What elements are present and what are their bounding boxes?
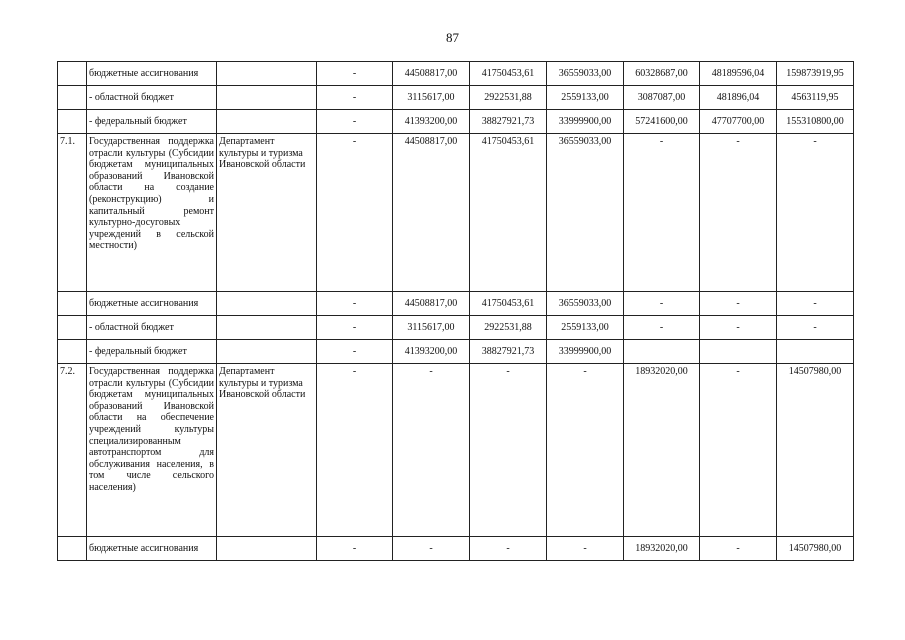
cell-value: - [700, 537, 777, 561]
table-body [58, 62, 854, 561]
cell-value: 38827921,73 [470, 110, 547, 134]
row-number [58, 537, 87, 561]
cell-value [700, 340, 777, 364]
cell-value: 44508817,00 [393, 62, 470, 86]
cell-value: 41750453,61 [470, 292, 547, 316]
cell-value: - [700, 316, 777, 340]
cell-value: 481896,04 [700, 86, 777, 110]
row-number [58, 62, 87, 86]
row-executor [217, 110, 317, 134]
cell-value: - [393, 364, 470, 537]
cell-value: 3115617,00 [393, 316, 470, 340]
cell-value: 48189596,04 [700, 62, 777, 86]
row-name: - областной бюджет [87, 86, 217, 110]
cell-value: - [317, 110, 393, 134]
cell-value: - [470, 364, 547, 537]
cell-value: - [317, 86, 393, 110]
row-number [58, 340, 87, 364]
cell-value [777, 340, 854, 364]
cell-value: 41393200,00 [393, 340, 470, 364]
table-row [58, 110, 854, 134]
row-number [58, 316, 87, 340]
cell-value: 44508817,00 [393, 134, 470, 292]
budget-table [57, 61, 854, 561]
cell-value: 36559033,00 [547, 62, 624, 86]
row-executor [217, 86, 317, 110]
row-executor: Департамент культуры и туризма Ивановской области [217, 134, 317, 292]
cell-value: - [317, 364, 393, 537]
table-row [58, 292, 854, 316]
cell-value: 38827921,73 [470, 340, 547, 364]
table-row [58, 62, 854, 86]
row-name: - федеральный бюджет [87, 110, 217, 134]
cell-value: - [624, 292, 700, 316]
table-row [58, 86, 854, 110]
cell-value: - [317, 316, 393, 340]
cell-value: 47707700,00 [700, 110, 777, 134]
cell-value: 2922531,88 [470, 86, 547, 110]
cell-value: - [547, 537, 624, 561]
cell-value: 2922531,88 [470, 316, 547, 340]
cell-value: 18932020,00 [624, 364, 700, 537]
cell-value: - [624, 134, 700, 292]
cell-value: - [317, 340, 393, 364]
cell-value: - [470, 537, 547, 561]
cell-value: 14507980,00 [777, 537, 854, 561]
cell-value: 33999900,00 [547, 110, 624, 134]
cell-value: 2559133,00 [547, 86, 624, 110]
row-name: бюджетные ассигнования [87, 62, 217, 86]
cell-value: 3087087,00 [624, 86, 700, 110]
row-executor [217, 62, 317, 86]
cell-value: - [317, 292, 393, 316]
row-executor [217, 316, 317, 340]
row-name: Государственная поддержка отрасли культуры (Субсидии бюджетам муниципальных образований Ивановской области на обеспечение учреждений культуры специализированным автотранспортом для обслуживания населения, в том числе сельского населения) [87, 364, 217, 537]
cell-value: 60328687,00 [624, 62, 700, 86]
cell-value: 36559033,00 [547, 292, 624, 316]
cell-value: - [317, 134, 393, 292]
cell-value: - [624, 316, 700, 340]
cell-value: 18932020,00 [624, 537, 700, 561]
cell-value: - [700, 292, 777, 316]
row-name: Государственная поддержка отрасли культуры (Субсидии бюджетам муниципальных образований Ивановской области на создание (реконструкцию) и капитальный ремонт культурно-досуговых учреждений в сельской местности) [87, 134, 217, 292]
cell-value: 36559033,00 [547, 134, 624, 292]
cell-value: 3115617,00 [393, 86, 470, 110]
cell-value: - [317, 62, 393, 86]
cell-value: 41393200,00 [393, 110, 470, 134]
row-name: бюджетные ассигнования [87, 537, 217, 561]
row-executor [217, 340, 317, 364]
cell-value: - [393, 537, 470, 561]
row-number [58, 110, 87, 134]
cell-value: 159873919,95 [777, 62, 854, 86]
cell-value: - [317, 537, 393, 561]
table-row [58, 134, 854, 292]
table-row [58, 364, 854, 537]
row-executor [217, 292, 317, 316]
cell-value: - [700, 364, 777, 537]
cell-value: 57241600,00 [624, 110, 700, 134]
cell-value: 33999900,00 [547, 340, 624, 364]
cell-value: 14507980,00 [777, 364, 854, 537]
row-name: - областной бюджет [87, 316, 217, 340]
row-number: 7.1. [58, 134, 87, 292]
cell-value: - [777, 292, 854, 316]
cell-value: - [777, 134, 854, 292]
row-number: 7.2. [58, 364, 87, 537]
cell-value: - [700, 134, 777, 292]
table-row [58, 340, 854, 364]
table-row [58, 316, 854, 340]
cell-value: 2559133,00 [547, 316, 624, 340]
cell-value: 44508817,00 [393, 292, 470, 316]
row-executor [217, 537, 317, 561]
row-executor: Департамент культуры и туризма Ивановской области [217, 364, 317, 537]
cell-value: 41750453,61 [470, 62, 547, 86]
row-name: - федеральный бюджет [87, 340, 217, 364]
row-name: бюджетные ассигнования [87, 292, 217, 316]
row-number [58, 292, 87, 316]
cell-value: 41750453,61 [470, 134, 547, 292]
cell-value [624, 340, 700, 364]
cell-value: 155310800,00 [777, 110, 854, 134]
table-row [58, 537, 854, 561]
row-number [58, 86, 87, 110]
cell-value: - [777, 316, 854, 340]
cell-value: 4563119,95 [777, 86, 854, 110]
cell-value: - [547, 364, 624, 537]
page-number: 87 [446, 30, 459, 45]
